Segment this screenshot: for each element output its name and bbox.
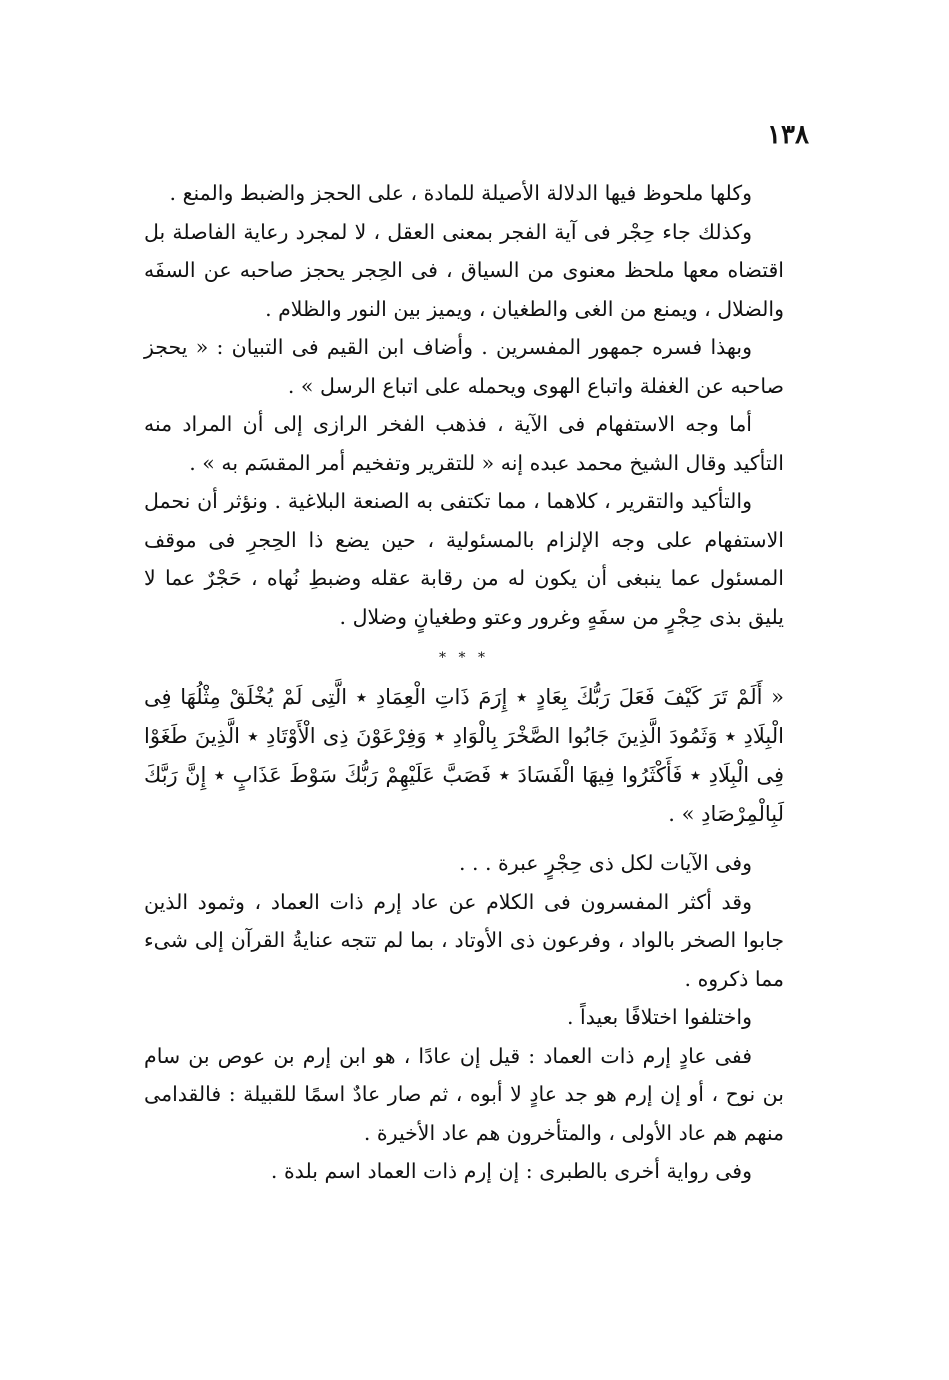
paragraph: ففى عادٍ إرم ذات العماد : قيل إن عادًا ، هو ابن إرم بن عوص بن سام بن نوح ، أو إن إرم هو جد عادٍ لا أبوه ، ثم صار عادٌ اسمًا للقبيلة : فالقدامى منهم هم عاد الأولى ، والمتأخرون هم عاد الأخيرة . <box>144 1043 784 1145</box>
paragraph: أما وجه الاستفهام فى الآية ، فذهب الفخر الرازى إلى أن المراد منه التأكيد وقال الشيخ محمد عبده إنه « للتقرير وتفخيم أمر المقسَم به » . <box>144 412 784 475</box>
main-text <box>144 172 784 1191</box>
quran-passage: « أَلَمْ تَرَ كَيْفَ فَعَلَ رَبُّكَ بِعَادٍ ٭ إِرَمَ ذَاتِ الْعِمَادِ ٭ الَّتِى لَمْ يُخْلَقْ مِثْلُهَا فِى الْبِلَادِ ٭ وَثَمُودَ الَّذِينَ جَابُوا الصَّخْرَ بِالْوَادِ ٭ وَفِرْعَوْنَ ذِى الْأَوْتَادِ ٭ الَّذِينَ طَغَوْا فِى الْبِلَادِ ٭ فَأَكْثَرُوا فِيهَا الْفَسَادَ ٭ فَصَبَّ عَلَيْهِمْ رَبُّكَ سَوْطَ عَذَابٍ ٭ إِنَّ رَبَّكَ لَبِالْمِرْصَادِ » . <box>144 685 784 826</box>
paragraph: واختلفوا اختلافًا بعيداً . <box>566 1005 752 1029</box>
paragraph: والتأكيد والتقرير ، كلاهما ، مما تكتفى به الصنعة البلاغية . ونؤثر أن نحمل الاستفهام على وجه الإلزام بالمسئولية ، حين يضع ذا الحِجرِ فى موقف المسئول عما ينبغى أن يكون له من رقابة عقله وضبطِ نُهاه ، حَجْرٌ عما لا يليق بذى حِجْرٍ من سفَهٍ وغرور وعتو وطغيانٍ وضلال . <box>144 489 784 629</box>
paragraph: وكذلك جاء حِجْر فى آية الفجر بمعنى العقل ، لا لمجرد رعاية الفاصلة بل اقتضاه معها ملحظ معنوى من السياق ، فى الحِجر يحجز صاحبه عن السفَه والضلال ، ويمنع من الغى والطغيان ، ويميز بين النور والظلام . <box>144 219 784 321</box>
page-number: ١٣٨ <box>767 120 809 150</box>
paragraph: وفى رواية أخرى بالطبرى : إن إرم ذات العماد اسم بلدة . <box>270 1159 752 1183</box>
paragraph: وكلها ملحوظ فيها الدلالة الأصيلة للمادة ، على الحجز والضبط والمنع . <box>169 181 752 205</box>
section-separator: * * * <box>439 650 489 666</box>
paragraphs-before <box>144 174 784 636</box>
paragraphs-after <box>144 844 784 1191</box>
paragraph: وقد أكثر المفسرون فى الكلام عن عاد إرم ذات العماد ، وثمود الذين جابوا الصخر بالواد ، وفرعون ذى الأوتاد ، بما لم تتجه عنايةُ القرآن إلى شىء مما ذكروه . <box>144 889 784 991</box>
paragraph: وفى الآيات لكل ذى حِجْرٍ عبرة . . . <box>458 851 752 875</box>
paragraph: وبهذا فسره جمهور المفسرين . وأضاف ابن القيم فى التبيان : « يحجز صاحبه عن الغفلة واتباع الهوى ويحمله على اتباع الرسل » . <box>144 335 784 398</box>
